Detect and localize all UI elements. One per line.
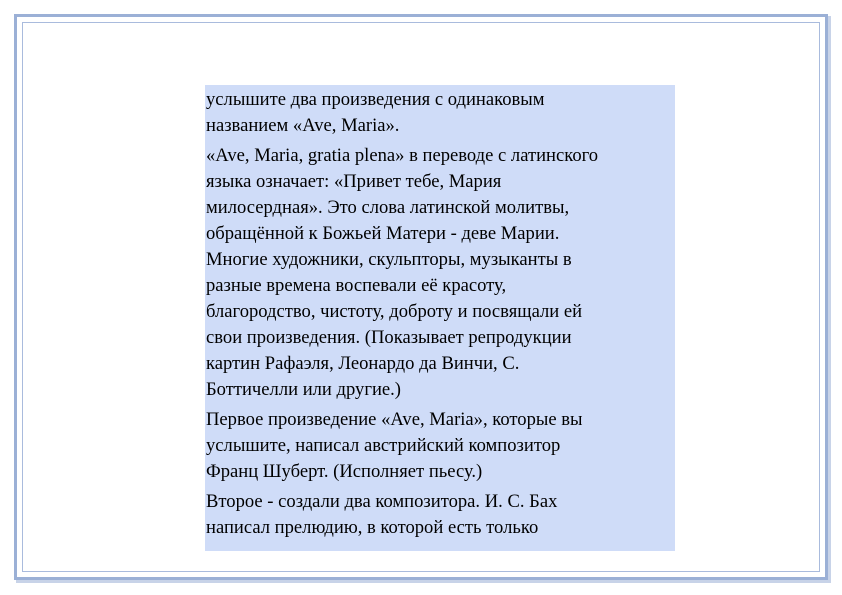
paragraph-3 xyxy=(206,407,675,485)
text-line: Первое произведение «Ave, Maria», которые вы xyxy=(206,409,583,430)
paragraph-1 xyxy=(206,87,675,139)
frame-shadow-bottom xyxy=(16,580,831,583)
paragraph-4 xyxy=(206,489,675,541)
text-line: свои произведения. (Показывает репродукции xyxy=(206,327,572,348)
paragraph-2 xyxy=(206,143,675,403)
text-line: написал прелюдию, в которой есть только xyxy=(206,517,539,538)
text-line: услышите, написал австрийский композитор xyxy=(206,435,561,456)
text-line: разные времена воспевали её красоту, xyxy=(206,275,507,296)
text-line: картин Рафаэля, Леонардо да Винчи, С. xyxy=(206,353,520,374)
text-line: Многие художники, скульпторы, музыканты в xyxy=(206,249,572,270)
text-line: Боттичелли или другие.) xyxy=(206,379,401,400)
text-line: милосердная». Это слова латинской молитвы, xyxy=(206,197,570,218)
text-line: обращённой к Божьей Матери - деве Марии. xyxy=(206,223,560,244)
text-line: «Ave, Maria, gratia plena» в переводе с латинского xyxy=(206,145,599,166)
frame-shadow-right xyxy=(828,16,831,582)
text-block xyxy=(205,85,675,551)
text-line: услышите два произведения с одинаковым xyxy=(206,89,545,110)
text-line: языка означает: «Привет тебе, Мария xyxy=(206,171,502,192)
text-line: названием «Ave, Maria». xyxy=(206,115,400,136)
text-line: Франц Шуберт. (Исполняет пьесу.) xyxy=(206,461,483,482)
text-line: Второе - создали два композитора. И. С. Бах xyxy=(206,491,558,512)
text-line: благородство, чистоту, доброту и посвящали ей xyxy=(206,301,583,322)
